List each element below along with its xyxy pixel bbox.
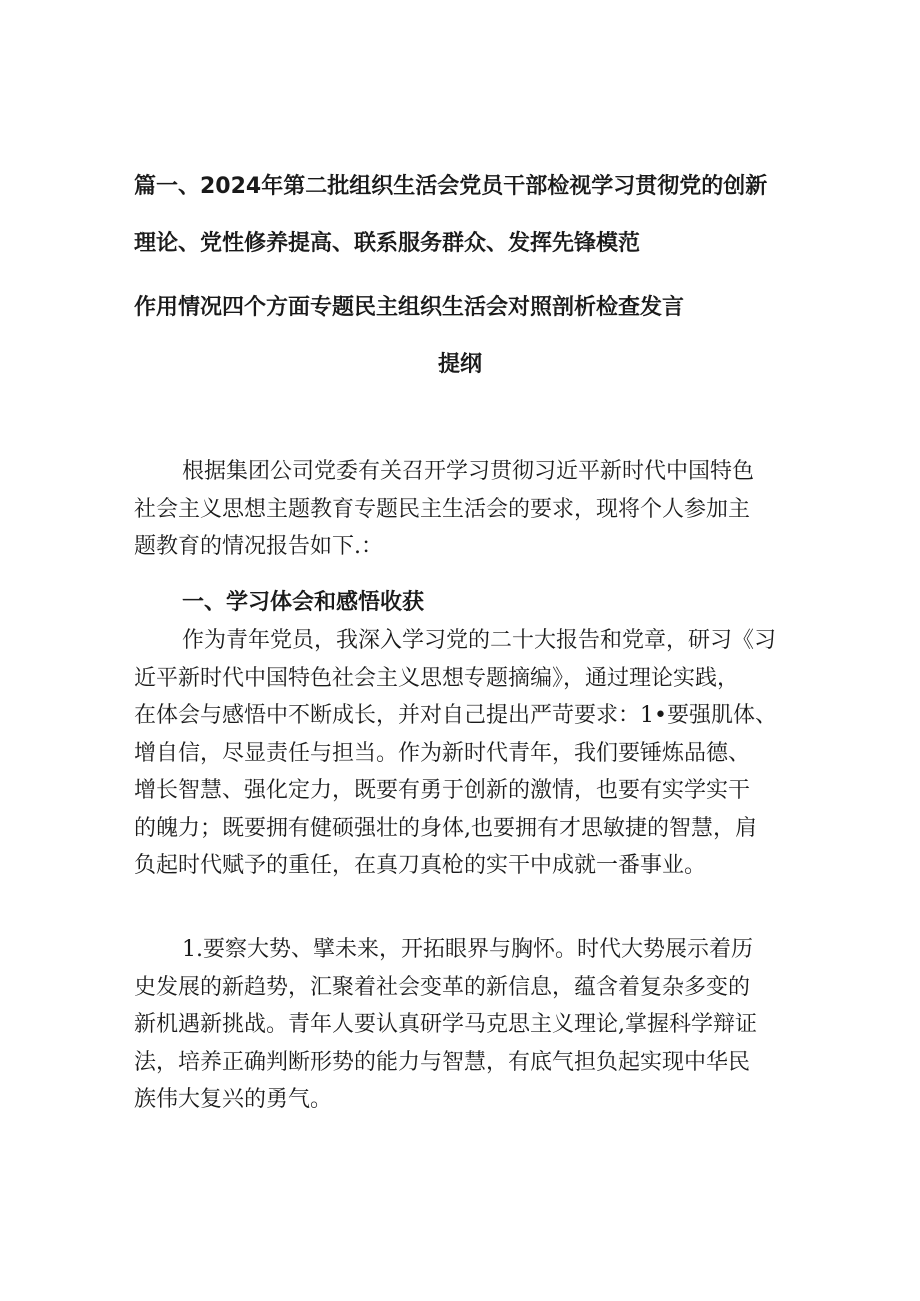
- title-line-3: 作用情况四个方面专题民主组织生活会对照剖析检查发言: [134, 295, 685, 320]
- intro-line: 题教育的情况报告如下.：: [134, 534, 383, 559]
- paragraph-line: 负起时代赋予的重任，在真刀真枪的实干中成就一番事业。: [134, 853, 707, 878]
- paragraph-line: 增自信，尽显责任与担当。作为新时代青年，我们要锤炼品德、: [134, 740, 751, 766]
- body-paragraph-3: [134, 931, 806, 1119]
- title-line-1: 篇一、2024年第二批组织生活会党员干部检视学习贯彻党的创新: [134, 174, 768, 199]
- intro-line: 社会主义思想主题教育专题民主生活会的要求，现将个人参加主: [134, 496, 751, 522]
- intro-paragraph: [134, 453, 806, 566]
- title-line-4: 提纲: [438, 352, 483, 377]
- body-paragraph-2: [134, 622, 806, 885]
- paragraph-line: 的魄力；既要拥有健硕强壮的身体,也要拥有才思敏捷的智慧，肩: [134, 815, 757, 841]
- paragraph-line: 1.要察大势、擘未来，开拓眼界与胸怀。时代大势展示着历: [182, 937, 753, 962]
- paragraph-line: 法，培养正确判断形势的能力与智慧，有底气担负起实现中华民: [134, 1049, 751, 1075]
- paragraph-line: 史发展的新趋势，汇聚着社会变革的新信息，蕴含着复杂多变的: [134, 974, 751, 1000]
- paragraph-line: 族伟大复兴的勇气。: [134, 1087, 333, 1112]
- intro-line: 根据集团公司党委有关召开学习贯彻习近平新时代中国特色: [182, 459, 755, 484]
- paragraph-line: 近平新时代中国特色社会主义思想专题摘编》，通过理论实践，: [134, 665, 740, 691]
- paragraph-line: 作为青年党员，我深入学习党的二十大报告和党章，研习《习: [182, 628, 777, 653]
- paragraph-line: 在体会与感悟中不断成长，并对自己提出严苛要求：1•要强肌体、: [134, 703, 777, 728]
- paragraph-line: 增长智慧、强化定力，既要有勇于创新的激情，也要有实学实干: [134, 778, 751, 803]
- section-heading-1: 一、学习体会和感悟收获: [182, 590, 425, 615]
- title-line-2: 理论、党性修养提高、联系服务群众、发挥先锋模范: [134, 231, 641, 256]
- paragraph-line: 新机遇新挑战。青年人要认真研学马克思主义理论,掌握科学辩证: [134, 1012, 757, 1037]
